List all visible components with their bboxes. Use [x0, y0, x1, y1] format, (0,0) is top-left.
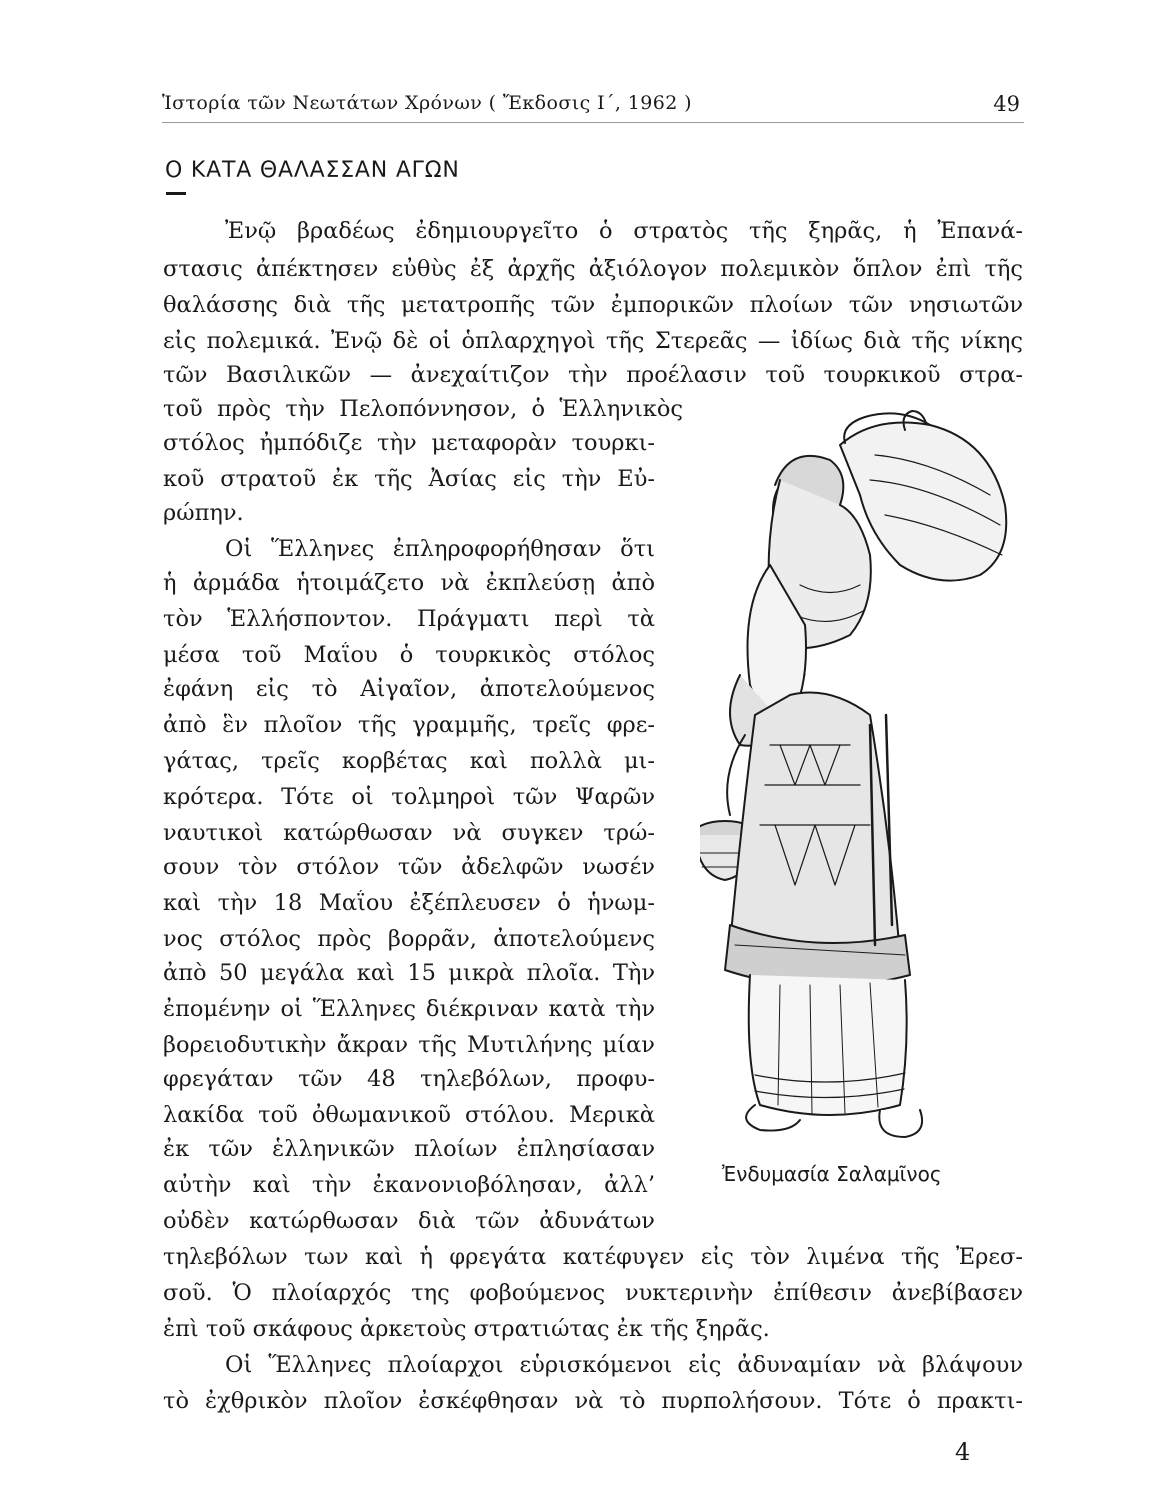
- text-line: γάτας, τρεῖς κορβέτας καὶ πολλὰ μι-: [163, 748, 655, 774]
- text-line: αὐτὴν καὶ τὴν ἐκανονιοβόλησαν, ἀλλ’: [163, 1172, 655, 1198]
- text-line: τηλεβόλων των καὶ ἡ φρεγάτα κατέφυγεν εἰς τὸν λιμένα τῆς Ἐρεσ-: [163, 1244, 1023, 1270]
- text-line: ρώπην.: [163, 500, 244, 526]
- text-line: νος στόλος πρὸς βορρᾶν, ἀποτελούμενς: [163, 926, 655, 952]
- text-line: οὐδὲν κατώρθωσαν διὰ τῶν ἀδυνάτων: [163, 1208, 655, 1234]
- text-line: καὶ τὴν 18 Μαΐου ἐξέπλευσεν ὁ ἡνωμ-: [163, 890, 655, 916]
- running-head: [162, 86, 1024, 123]
- text-line: μέσα τοῦ Μαΐου ὁ τουρκικὸς στόλος: [163, 642, 655, 668]
- text-line: θαλάσσης διὰ τῆς μετατροπῆς τῶν ἐμπορικῶν πλοίων τῶν νησιωτῶν: [163, 292, 1023, 318]
- text-line: ἡ ἀρμάδα ἡτοιμάζετο νὰ ἐκπλεύσῃ ἀπὸ: [163, 570, 655, 596]
- text-line: ἀπὸ ἓν πλοῖον τῆς γραμμῆς, τρεῖς φρε-: [163, 712, 655, 738]
- text-line: τὸ ἐχθρικὸν πλοῖον ἐσκέφθησαν νὰ τὸ πυρπολήσουν. Τότε ὁ πρακτι-: [163, 1388, 1023, 1414]
- text-line: Οἱ Ἕλληνες πλοίαρχοι εὑρισκόμενοι εἰς ἀδυναμίαν νὰ βλάψουν: [225, 1352, 1023, 1378]
- text-line: τὸν Ἑλλήσποντον. Πράγματι περὶ τὰ: [163, 606, 655, 632]
- text-line: λακίδα τοῦ ὀθωμανικοῦ στόλου. Μερικὰ: [163, 1102, 655, 1128]
- text-line: ἀπὸ 50 μεγάλα καὶ 15 μικρὰ πλοῖα. Τὴν: [163, 960, 655, 986]
- running-title: Ἱστορία τῶν Νεωτάτων Χρόνων ( Ἔκδοσις Ι΄, 1962 ): [162, 92, 692, 114]
- text-line: φρεγάταν τῶν 48 τηλεβόλων, προφυ-: [163, 1066, 655, 1092]
- text-line: τῶν Βασιλικῶν — ἀνεχαίτιζον τὴν προέλασιν τοῦ τουρκικοῦ στρα-: [163, 362, 1023, 388]
- text-line: κρότερα. Τότε οἱ τολμηροὶ τῶν Ψαρῶν: [163, 784, 655, 810]
- text-line: σοῦ. Ὁ πλοίαρχός της φοβούμενος νυκτερινὴν ἐπίθεσιν ἀνεβίβασεν: [163, 1280, 1023, 1306]
- text-line: ἐπομένην οἱ Ἕλληνες διέκριναν κατὰ τὴν: [163, 996, 655, 1022]
- text-line: ἐκ τῶν ἑλληνικῶν πλοίων ἐπλησίασαν: [163, 1136, 655, 1162]
- heading-underline-mark: [166, 192, 186, 195]
- text-line: σουν τὸν στόλον τῶν ἀδελφῶν νωσέν: [163, 854, 655, 880]
- text-line: στασις ἀπέκτησεν εὐθὺς ἐξ ἀρχῆς ἀξιόλογον πολεμικὸν ὅπλον ἐπὶ τῆς: [163, 256, 1023, 282]
- text-line: ἐπὶ τοῦ σκάφους ἀρκετοὺς στρατιώτας ἐκ τῆς ξηρᾶς.: [163, 1316, 770, 1342]
- text-line: Ἐνῷ βραδέως ἐδημιουργεῖτο ὁ στρατὸς τῆς ξηρᾶς, ἡ Ἐπανά-: [225, 218, 1023, 244]
- text-line: ἐφάνη εἰς τὸ Αἰγαῖον, ἀποτελούμενος: [163, 676, 655, 702]
- woman-in-salamis-costume-illustration: [700, 385, 1030, 1155]
- text-line: εἰς πολεμικά. Ἐνῷ δὲ οἱ ὁπλαρχηγοὶ τῆς Στερεᾶς — ἰδίως διὰ τῆς νίκης: [163, 328, 1023, 354]
- text-line: Οἱ Ἕλληνες ἐπληροφορήθησαν ὅτι: [225, 536, 655, 562]
- text-line: τοῦ πρὸς τὴν Πελοπόννησον, ὁ Ἑλληνικὸς: [163, 396, 683, 422]
- section-heading: Ο ΚΑΤΑ ΘΑΛΑΣΣΑΝ ΑΓΩΝ: [165, 158, 460, 183]
- text-line: στόλος ἠμπόδιζε τὴν μεταφορὰν τουρκι-: [163, 430, 655, 456]
- figure-caption: Ἐνδυμασία Σαλαμῖνος: [722, 1162, 942, 1186]
- text-line: κοῦ στρατοῦ ἐκ τῆς Ἀσίας εἰς τὴν Εὐ-: [163, 466, 655, 492]
- page-number: 49: [993, 92, 1020, 116]
- text-line: βορειοδυτικὴν ἄκραν τῆς Μυτιλήνης μίαν: [163, 1032, 655, 1058]
- text-line: ναυτικοὶ κατώρθωσαν νὰ συγκεν τρώ-: [163, 820, 655, 846]
- signature-mark: 4: [955, 1438, 971, 1466]
